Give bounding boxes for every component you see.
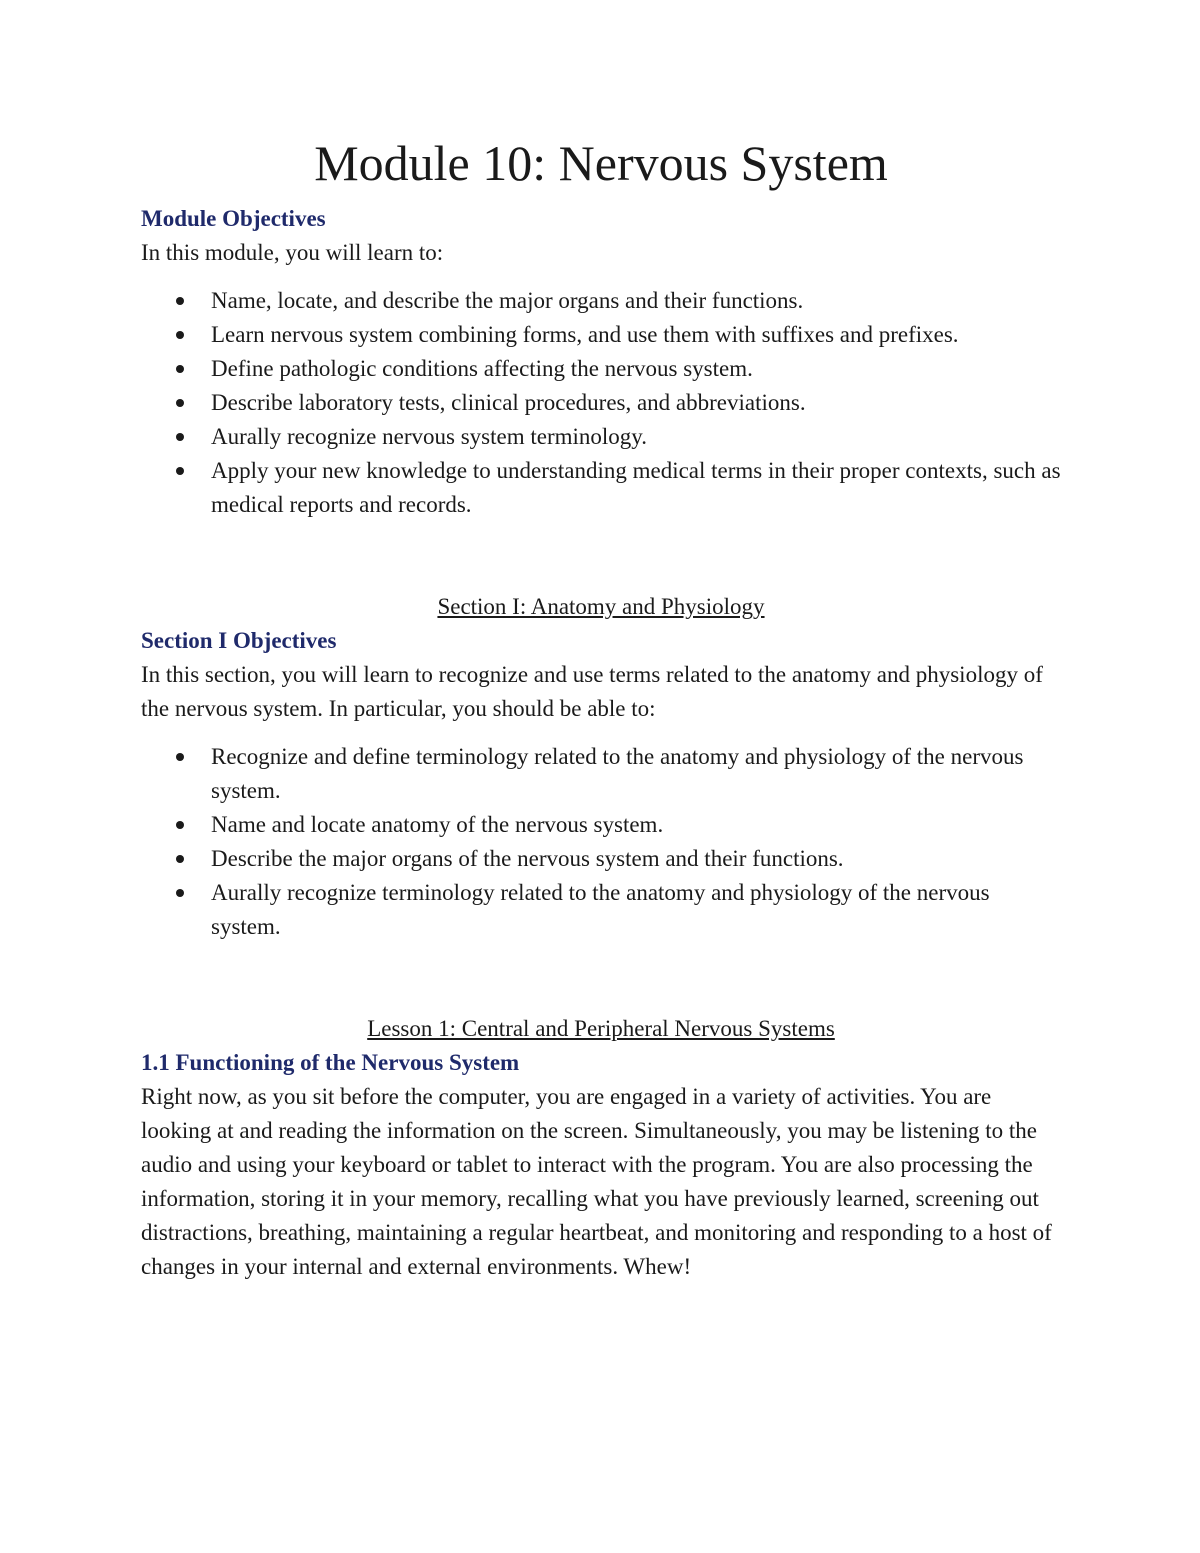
bullet-icon [176,433,184,441]
lesson-1-title: Lesson 1: Central and Peripheral Nervous Systems [367,1016,835,1041]
list-item [141,352,1061,386]
lesson-1-heading: 1.1 Functioning of the Nervous System [141,1050,520,1075]
list-item-text: Apply your new knowledge to understanding medical terms in their proper contexts, such as medical reports and records. [211,458,1061,517]
document-content [141,132,1061,1284]
list-item [141,808,1061,842]
list-item-text: Name, locate, and describe the major organs and their functions. [211,288,804,313]
list-item-text: Describe the major organs of the nervous system and their functions. [211,846,844,871]
list-item [141,284,1061,318]
bullet-icon [176,331,184,339]
list-item [141,386,1061,420]
list-item [141,420,1061,454]
section-1-title: Section I: Anatomy and Physiology [437,594,765,619]
bullet-icon [176,855,184,863]
document-title: Module 10: Nervous System [314,135,888,191]
list-item-text: Describe laboratory tests, clinical procedures, and abbreviations. [211,390,806,415]
bullet-icon [176,399,184,407]
list-item [141,740,1061,808]
section-1-intro: In this section, you will learn to recognize and use terms related to the anatomy and physiology of the nervous system. In particular, you should be able to: [141,662,1043,721]
bullet-icon [176,889,184,897]
lesson-1-block [141,1012,1061,1284]
section-1-block [141,590,1061,944]
list-item-text: Name and locate anatomy of the nervous system. [211,812,664,837]
section-1-objectives-list [141,740,1061,944]
module-objectives-list [141,284,1061,522]
list-item-text: Aurally recognize terminology related to the anatomy and physiology of the nervous system. [211,880,990,939]
list-item [141,318,1061,352]
bullet-icon [176,821,184,829]
bullet-icon [176,297,184,305]
section-1-objectives-heading: Section I Objectives [141,628,337,653]
bullet-icon [176,467,184,475]
list-item [141,842,1061,876]
list-item-text: Recognize and define terminology related to the anatomy and physiology of the nervous system. [211,744,1024,803]
list-item-text: Aurally recognize nervous system terminology. [211,424,648,449]
module-objectives-heading: Module Objectives [141,206,326,231]
module-objectives-block [141,202,1061,522]
list-item-text: Learn nervous system combining forms, and use them with suffixes and prefixes. [211,322,959,347]
list-item [141,876,1061,944]
module-objectives-intro: In this module, you will learn to: [141,240,444,265]
bullet-icon [176,753,184,761]
list-item-text: Define pathologic conditions affecting the nervous system. [211,356,753,381]
lesson-1-body: Right now, as you sit before the computer, you are engaged in a variety of activities. You are looking at and reading the information on the screen. Simultaneously, you may be listening to the audio and using your keyboard or tablet to interact with the program. You are also processing the information, storing it in your memory, recalling what you have previously learned, screening out distractions, breathing, maintaining a regular heartbeat, and monitoring and responding to a host of changes in your internal and external environments. Whew! [141,1084,1052,1279]
bullet-icon [176,365,184,373]
list-item [141,454,1061,522]
